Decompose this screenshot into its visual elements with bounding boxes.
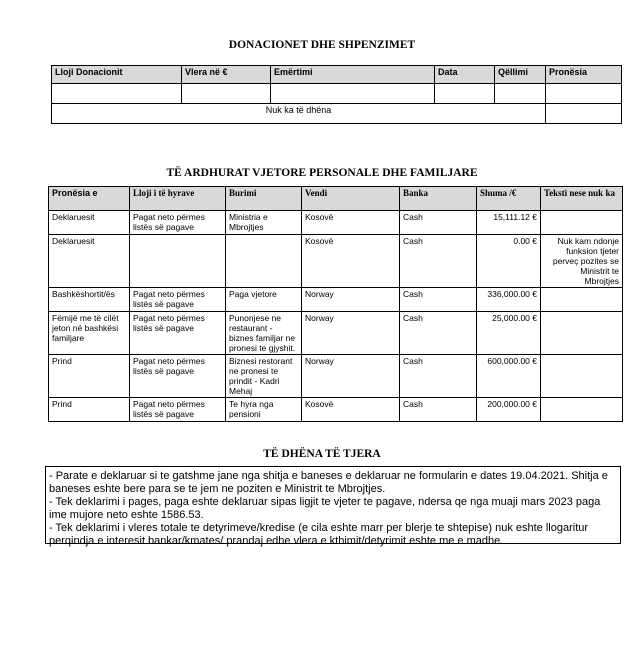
cell-amount: 25,000.00 € [477, 312, 541, 355]
other-data-box [45, 466, 621, 547]
table-row [49, 235, 623, 288]
empty-message: Nuk ka të dhëna [52, 104, 546, 124]
cell-amount: 336,000.00 € [477, 288, 541, 312]
col-header: Vendi [302, 187, 400, 211]
cell-note [541, 398, 623, 422]
cell-source: Paga vjetore [226, 288, 302, 312]
income-title: TË ARDHURAT VJETORE PERSONALE DHE FAMILJARE [166, 167, 478, 179]
cell-owner: Prind [49, 398, 130, 422]
cell-note [541, 312, 623, 355]
cell-note [541, 288, 623, 312]
col-header: Vlera në € [182, 66, 271, 84]
cell-owner: Fëmijë me të cilët jeton në bashkësi familjare [49, 312, 130, 355]
table-row [52, 104, 622, 124]
other-data-line: - Parate e deklaruar si te gatshme jane nga shitja e baneses e deklaruar ne formularin e dates 19.04.2021. Shitja e baneses eshte bere para se te jem ne poziten e Ministrit te Mbrojtjes. [49, 470, 608, 495]
cell-amount: 600,000.00 € [477, 355, 541, 398]
cell-country: Norway [302, 355, 400, 398]
cell-type: Pagat neto përmes listës së pagave [130, 398, 226, 422]
cell-type: Pagat neto përmes listës së pagave [130, 211, 226, 235]
cell-source: Te hyra nga pensioni [226, 398, 302, 422]
donations-title: DONACIONET DHE SHPENZIMET [228, 39, 416, 51]
cell-amount: 0.00 € [477, 235, 541, 288]
cell-note: Nuk kam ndonje funksion tjeter perveç pozites se Ministrit te Mbrojtjes [541, 235, 623, 288]
table-row [49, 211, 623, 235]
donations-table [51, 65, 622, 124]
cell-amount: 200,000.00 € [477, 398, 541, 422]
col-header: Banka [400, 187, 477, 211]
cell-country: Kosovë [302, 398, 400, 422]
cell-bank: Cash [400, 288, 477, 312]
table-row [49, 398, 623, 422]
cell-source [226, 235, 302, 288]
cell-country: Norway [302, 312, 400, 355]
cell-bank: Cash [400, 235, 477, 288]
table-row [49, 288, 623, 312]
cell-country: Kosovë [302, 211, 400, 235]
cell-type [130, 235, 226, 288]
cell-type: Pagat neto përmes listës së pagave [130, 355, 226, 398]
income-table [48, 186, 623, 422]
cell-type: Pagat neto përmes listës së pagave [130, 312, 226, 355]
cell-owner: Deklaruesit [49, 235, 130, 288]
cell-source: Ministria e Mbrojtjes [226, 211, 302, 235]
cell-owner: Deklaruesit [49, 211, 130, 235]
cell-owner: Prind [49, 355, 130, 398]
cell-source: Punonjese ne restaurant - biznes familjar ne pronesi te gjyshit. [226, 312, 302, 355]
cell-note [541, 211, 623, 235]
cell-amount: 15,111.12 € [477, 211, 541, 235]
cell-bank: Cash [400, 398, 477, 422]
cell-note [541, 355, 623, 398]
other-data-line: - Tek deklarimi i vleres totale te detyrimeve/kredise (e cila eshte marr per blerje te shtepise) nuk eshte llogaritur perqindja e interesit bankar/kmates/ prandaj edhe vlera e kthimit/detyrimit eshte me e madhe. [49, 522, 589, 547]
col-header: Pronësia e [49, 187, 130, 211]
cell-country: Norway [302, 288, 400, 312]
col-header: Pronësia [546, 66, 622, 84]
col-header: Lloji Donacionit [52, 66, 182, 84]
cell-bank: Cash [400, 211, 477, 235]
donations-header-row [52, 66, 622, 84]
income-header-row [49, 187, 623, 211]
col-header: Teksti nese nuk ka [541, 187, 623, 211]
cell-country: Kosovë [302, 235, 400, 288]
table-row [52, 84, 622, 104]
cell-bank: Cash [400, 355, 477, 398]
other-data-title: TË DHËNA TË TJERA [263, 448, 381, 460]
col-header: Lloji i të hyrave [130, 187, 226, 211]
col-header: Qëllimi [495, 66, 546, 84]
col-header: Shuma /€ [477, 187, 541, 211]
cell-type: Pagat neto përmes listës së pagave [130, 288, 226, 312]
cell-owner: Bashkëshortit/ës [49, 288, 130, 312]
table-row [49, 312, 623, 355]
cell-source: Biznesi restorant ne pronesi te prindit - Kadri Mehaj [226, 355, 302, 398]
other-data-line: - Tek deklarimi i pages, paga eshte deklaruar sipas ligjit te vjeter te pagave, ndersa qe nga muaji mars 2023 paga ime mujore neto eshte 1586.53. [49, 496, 601, 521]
table-row [49, 355, 623, 398]
col-header: Burimi [226, 187, 302, 211]
col-header: Data [435, 66, 495, 84]
col-header: Emërtimi [271, 66, 435, 84]
cell-bank: Cash [400, 312, 477, 355]
